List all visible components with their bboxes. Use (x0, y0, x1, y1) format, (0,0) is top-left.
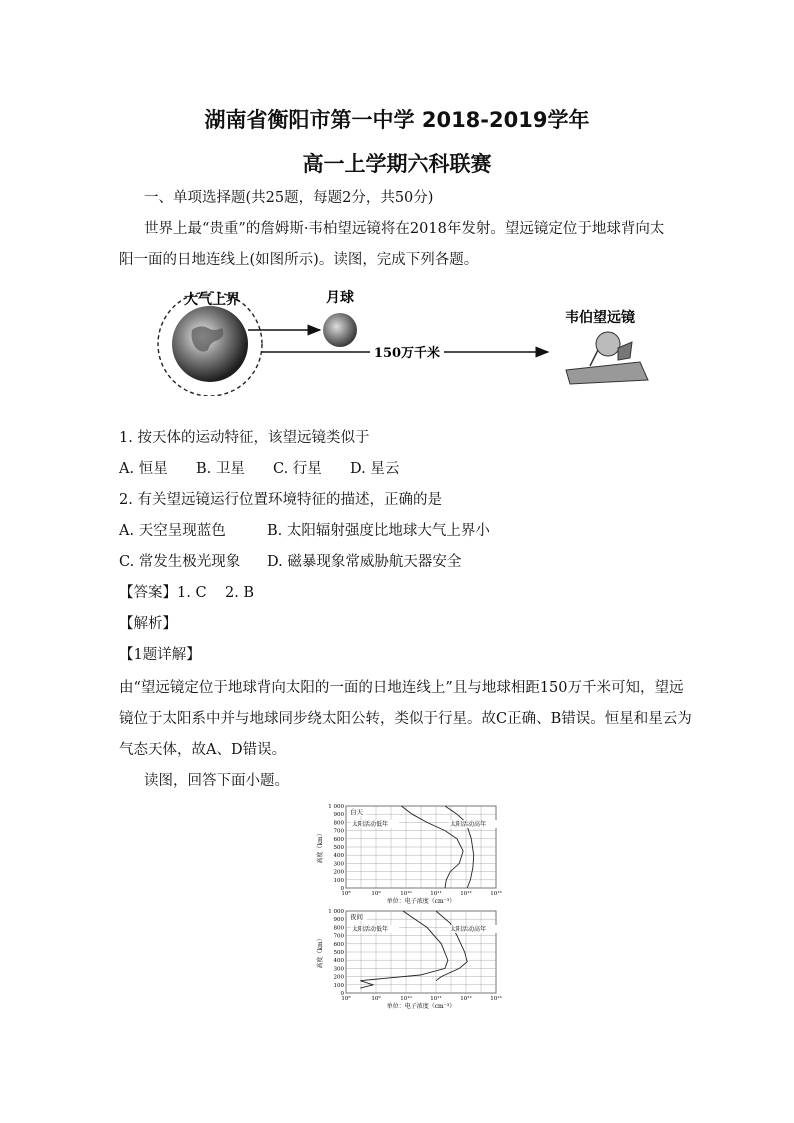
y-tick-label: 100 (333, 877, 344, 884)
x-tick-label: 10¹³ (490, 996, 502, 1002)
distance-label: 150万千米 (373, 346, 441, 361)
intro-line-2: 阳一面的日地连线上(如图所示)。读图，完成下列各题。 (119, 252, 479, 268)
explanation-line-2: 镜位于太阳系中并与地球同步绕太阳公转，类似于行星。故C正确、B错误。恒星和星云为 (119, 711, 692, 727)
y-tick-label: 500 (333, 950, 344, 956)
q2-option-b: B. 太阳辐射强度比地球大气上界小 (267, 523, 490, 539)
explanation-line-3: 气态天体，故A、D错误。 (119, 742, 287, 758)
y-tick-label: 0 (340, 886, 344, 892)
q2-options-row1 (119, 519, 490, 540)
x-tick-label: 10¹² (460, 891, 472, 897)
q1-option-d: D. 星云 (350, 461, 400, 477)
y-tick-label: 100 (333, 982, 344, 989)
series-label-high: 太阳活动高年 (450, 926, 487, 933)
q1-option-b: B. 卫星 (196, 461, 245, 477)
y-tick-label: 300 (333, 966, 344, 973)
q2-option-a: A. 天空呈现蓝色 (119, 523, 226, 539)
panel-label: 夜间 (350, 913, 363, 921)
x-axis-label: 单位：电子浓度（cm⁻³） (386, 898, 456, 905)
y-tick-label: 800 (333, 925, 344, 932)
y-tick-label: 600 (333, 941, 344, 948)
y-axis-label: 高度（km） (317, 830, 324, 864)
q1-option-a: A. 恒星 (119, 461, 168, 477)
y-axis-label: 高度（km） (317, 935, 324, 969)
y-tick-label: 900 (333, 812, 344, 819)
q1-options (119, 457, 399, 478)
series-label-low: 太阳活动低年 (352, 821, 389, 828)
x-tick-label: 10¹¹ (430, 996, 442, 1002)
figure-earth-moon-telescope (150, 286, 660, 396)
moon-label: 月球 (326, 290, 354, 306)
x-tick-label: 10¹³ (490, 891, 502, 897)
y-tick-label: 300 (333, 861, 344, 868)
y-tick-label: 900 (333, 917, 344, 924)
q2-option-c: C. 常发生极光现象 (119, 554, 241, 570)
y-tick-label: 500 (333, 845, 344, 851)
telescope-icon (566, 332, 648, 384)
y-tick-label: 0 (340, 991, 344, 997)
y-tick-label: 400 (333, 853, 344, 860)
q1-stem: 1. 按天体的运动特征，该望远镜类似于 (119, 430, 370, 446)
y-tick-label: 600 (333, 836, 344, 843)
moon-icon (323, 313, 357, 347)
doc-title-line1: 湖南省衡阳市第一中学 2018-2019学年 (204, 108, 590, 132)
analysis-header: 【解析】 (119, 616, 177, 632)
x-axis-label: 单位：电子浓度（cm⁻³） (386, 1003, 456, 1010)
series-label-low: 太阳活动低年 (352, 926, 389, 933)
panel-label: 白天 (350, 808, 363, 816)
q2-option-d: D. 磁暴现象常威胁航天器安全 (267, 554, 462, 570)
section-header: 一、单项选择题(共25题，每题2分，共50分) (144, 190, 434, 206)
y-tick-label: 700 (333, 828, 344, 835)
telescope-label: 韦伯望远镜 (565, 310, 635, 326)
doc-title-line2: 高一上学期六科联赛 (302, 152, 492, 176)
q2-stem: 2. 有关望远镜运行位置环境特征的描述，正确的是 (119, 492, 442, 508)
x-tick-label: 10¹² (460, 996, 472, 1002)
x-tick-label: 10¹⁰ (400, 996, 412, 1002)
y-tick-label: 700 (333, 933, 344, 940)
y-tick-label: 400 (333, 958, 344, 965)
x-tick-label: 10¹⁰ (400, 891, 412, 897)
chart-daytime (312, 800, 512, 908)
q1-option-c: C. 行星 (273, 461, 322, 477)
x-tick-label: 10⁹ (371, 996, 381, 1002)
y-tick-label: 800 (333, 820, 344, 827)
answer-line: 【答案】1. C 2. B (119, 585, 255, 601)
q2-options-row2 (119, 550, 461, 571)
y-tick-label: 1 000 (328, 909, 344, 915)
intro-line-1: 世界上最“贵重”的詹姆斯·韦柏望远镜将在2018年发射。望远镜定位于地球背向太 (144, 221, 665, 237)
series-label-high: 太阳活动高年 (450, 821, 487, 828)
atmosphere-label: 大气上界 (184, 292, 240, 308)
x-tick-label: 10¹¹ (430, 891, 442, 897)
x-tick-label: 10⁸ (341, 996, 351, 1002)
chart-nighttime (312, 905, 512, 1013)
y-tick-label: 200 (333, 974, 344, 981)
read-prompt: 读图，回答下面小题。 (144, 773, 289, 789)
explanation-line-1: 由“望远镜定位于地球背向太阳的一面的日地连线上”且与地球相距150万千米可知，望远 (119, 680, 684, 696)
detail-header: 【1题详解】 (119, 647, 201, 663)
x-tick-label: 10⁹ (371, 891, 381, 897)
y-tick-label: 200 (333, 869, 344, 876)
y-tick-label: 1 000 (328, 804, 344, 810)
x-tick-label: 10⁸ (341, 891, 351, 897)
